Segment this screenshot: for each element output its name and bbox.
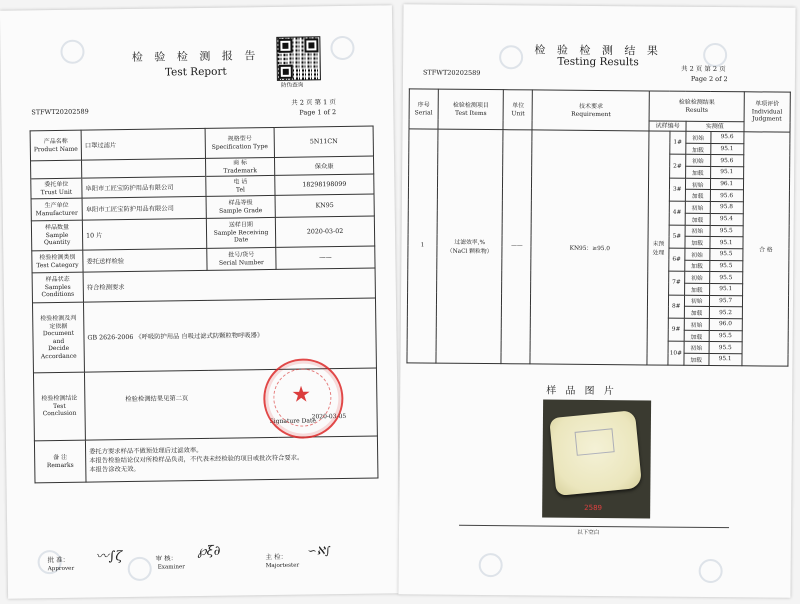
- initial-label: 初始: [685, 225, 710, 237]
- watermark-icon: [699, 559, 723, 583]
- product-name-value: 口罩过滤片: [81, 128, 205, 160]
- initial-value: 95.6: [710, 155, 743, 167]
- trademark-label: 商 标 Trademark: [205, 157, 274, 176]
- conclusion-label: 检验检测结论 Test Conclusion: [33, 372, 85, 441]
- serial-label: 批号/货号 Serial Number: [207, 247, 276, 270]
- receiving-date-value: 2020-03-02: [275, 216, 374, 247]
- initial-value: 96.1: [710, 178, 743, 190]
- initial-label: 初始: [685, 178, 710, 190]
- photo-title: 样 品 图 片: [546, 385, 617, 398]
- header-judgment: 单项评价 Individual Judgment: [744, 92, 791, 132]
- header-sample-no: 试样编号: [649, 121, 686, 131]
- watermark-icon: [703, 43, 727, 67]
- sample-number: 10#: [668, 341, 684, 365]
- quantity-label: 样品数量 Sample Quantity: [31, 220, 82, 251]
- product-name-label: 产品名称 Product Name: [30, 130, 81, 161]
- end-line: [459, 525, 729, 528]
- unit-value: ——: [501, 130, 532, 364]
- load-value: 95.5: [709, 330, 742, 342]
- sample-number: 6#: [669, 248, 685, 272]
- results-title-en: Testing Results: [557, 55, 639, 69]
- basis-label: 检验检测及判 定依据 Document and Decide Accordance: [32, 302, 84, 373]
- watermark-icon: [479, 553, 503, 577]
- end-note: 以下空白: [576, 529, 600, 537]
- sample-number: 1#: [670, 131, 686, 155]
- load-label: 加载: [685, 190, 710, 202]
- photo-sample-code: 2589: [584, 503, 603, 513]
- results-table: [406, 88, 790, 366]
- report-title-cn: 检 验 检 测 报 告: [131, 49, 260, 64]
- initial-value: 95.8: [710, 202, 743, 214]
- load-label: 加载: [686, 143, 711, 155]
- basis-value: GB 2626-2006 《呼吸防护用品 自吸过滤式防颗粒物呼吸器》: [83, 298, 376, 372]
- page-indicator-en: Page 1 of 2: [299, 108, 337, 117]
- sample-number: 5#: [669, 225, 685, 249]
- spec-label: 规格型号 Specification Type: [205, 127, 274, 158]
- initial-value: 95.5: [709, 342, 742, 354]
- initial-value: 96.0: [709, 318, 742, 330]
- majortester-label: 主 检：: [265, 552, 288, 562]
- load-label: 加载: [684, 330, 709, 342]
- header-measured: 实测值: [686, 121, 744, 132]
- tel-value: 18298198099: [275, 174, 374, 195]
- load-value: 95.5: [709, 260, 742, 272]
- pretreatment-value: 未预 处理: [647, 131, 669, 365]
- initial-label: 初始: [684, 295, 709, 307]
- examiner-en: Examiner: [157, 564, 186, 571]
- results-body: [407, 129, 790, 366]
- majortester-signature-icon: ∽ℵ∫: [307, 544, 331, 558]
- signature-date-label: Signature Date: [269, 417, 316, 426]
- header-serial: 序号 Serial: [409, 89, 438, 129]
- watermark-icon: [128, 557, 152, 581]
- examiner-label: 审 核：: [155, 554, 178, 563]
- approver-en: Approver: [47, 565, 75, 573]
- header-test-items: 检验检测项目 Test Items: [438, 89, 504, 130]
- manufacturer-label: 生产单位 Manufacturer: [31, 198, 82, 221]
- initial-label: 初始: [684, 318, 709, 330]
- load-value: 95.1: [709, 283, 742, 295]
- trust-unit-label: 委托单位 Trust Unit: [31, 178, 82, 199]
- page-indicator-cn: 共 2 页 第 2 页: [680, 64, 726, 74]
- remarks-cell: [85, 436, 378, 482]
- official-seal-icon: ★: [263, 358, 344, 439]
- load-label: 加载: [685, 213, 710, 225]
- filter-pad-image: [549, 410, 642, 496]
- manufacturer-value: 阜阳市工匠宝防护用品有限公司: [82, 196, 206, 220]
- load-label: 加载: [685, 236, 710, 248]
- initial-value: 95.5: [709, 248, 742, 260]
- initial-value: 95.6: [710, 131, 743, 143]
- page-indicator-en: Page 2 of 2: [690, 74, 728, 84]
- majortester-en: Majortester: [265, 562, 300, 570]
- initial-value: 95.5: [710, 225, 743, 237]
- sample-number: 2#: [669, 155, 685, 179]
- report-page-1: [0, 5, 400, 598]
- receiving-date-label: 送样日期 Sample Receiving Date: [206, 217, 275, 248]
- grade-label: 样品等级 Sample Grade: [206, 195, 275, 218]
- trust-unit-value: 阜阳市工匠宝防护用品有限公司: [82, 176, 206, 198]
- load-value: 95.6: [710, 190, 743, 202]
- signature-date-value: 2020-03-05: [311, 412, 347, 421]
- qr-caption: 防伪查询: [280, 82, 304, 89]
- row-serial: 1: [407, 129, 438, 363]
- load-value: 95.1: [708, 354, 741, 366]
- initial-label: 初始: [685, 248, 710, 260]
- judgment-value: 合 格: [742, 132, 790, 366]
- approver-signature-icon: 〰∫ζ: [95, 549, 123, 565]
- report-title-en: Test Report: [164, 65, 227, 79]
- initial-label: 初始: [686, 155, 711, 167]
- category-value: 委托送样检验: [83, 248, 207, 272]
- load-label: 加载: [684, 353, 709, 365]
- grade-value: KN95: [275, 194, 374, 217]
- conditions-value: 符合检测要求: [83, 268, 375, 302]
- category-label: 检验检测类别 Test Category: [32, 250, 83, 273]
- sample-number: 4#: [669, 201, 685, 225]
- load-value: 95.4: [710, 213, 743, 225]
- header-unit: 单位 Unit: [503, 90, 532, 130]
- remark-line: 本报告涂改无效。: [89, 465, 140, 474]
- watermark-icon: [330, 36, 354, 60]
- header-results: 检验检测结果 Results: [649, 91, 744, 122]
- sample-number: 7#: [668, 271, 684, 295]
- spec-value: 5N11CN: [274, 126, 373, 157]
- conditions-label: 样品状态 Samples Conditions: [32, 272, 83, 303]
- results-title-cn: 检 验 检 测 结 果: [534, 43, 662, 58]
- load-label: 加载: [685, 166, 710, 178]
- tel-label: 电 话 Tel: [206, 175, 275, 196]
- remark-line: 委托方要求样品不做预处理后过滤效率。: [89, 446, 203, 456]
- load-value: 95.2: [709, 307, 742, 319]
- initial-label: 初始: [686, 131, 711, 143]
- header-requirement: 技术要求 Requirement: [532, 90, 649, 131]
- examiner-signature-icon: ℘ξ∂: [197, 543, 221, 560]
- page-indicator-cn: 共 2 页 第 1 页: [291, 98, 336, 107]
- load-label: 加载: [685, 260, 710, 272]
- remarks-label: 备 注 Remarks: [34, 440, 86, 483]
- sample-photo: [542, 400, 651, 519]
- load-label: 加载: [684, 283, 709, 295]
- report-number: STFWT20202589: [31, 107, 89, 117]
- initial-value: 95.5: [709, 272, 742, 284]
- sample-number: 3#: [669, 178, 685, 202]
- quantity-value: 10 片: [82, 218, 206, 250]
- test-item: 过滤效率,% （NaCl 颗粒物）: [436, 129, 503, 363]
- filter-label-icon: [575, 428, 615, 456]
- load-value: 95.1: [710, 167, 743, 179]
- requirement-value: KN95：≥95.0: [530, 130, 649, 365]
- conclusion-value: 检验检测结果见第二页: [125, 395, 189, 404]
- report-number: STFWT20202589: [422, 68, 481, 77]
- trademark-value: 保众康: [274, 156, 373, 175]
- load-label: 加载: [684, 307, 709, 319]
- result-row: [409, 129, 790, 144]
- initial-label: 初始: [685, 201, 710, 213]
- watermark-icon: [60, 40, 84, 64]
- approver-label: 批 准：: [47, 555, 70, 565]
- sample-number: 9#: [668, 318, 684, 342]
- initial-label: 初始: [684, 342, 709, 354]
- remark-line: 本报告检验结论仅对所检样品负责，不代表未经检验的项目或批次符合要求。: [89, 454, 304, 465]
- load-value: 95.1: [710, 143, 743, 155]
- initial-label: 初始: [685, 272, 710, 284]
- sample-number: 8#: [668, 295, 684, 319]
- initial-value: 95.7: [709, 295, 742, 307]
- report-page-2: [398, 4, 795, 597]
- load-value: 95.1: [709, 237, 742, 249]
- serial-value: ——: [276, 246, 375, 269]
- qr-code-icon: [276, 36, 321, 81]
